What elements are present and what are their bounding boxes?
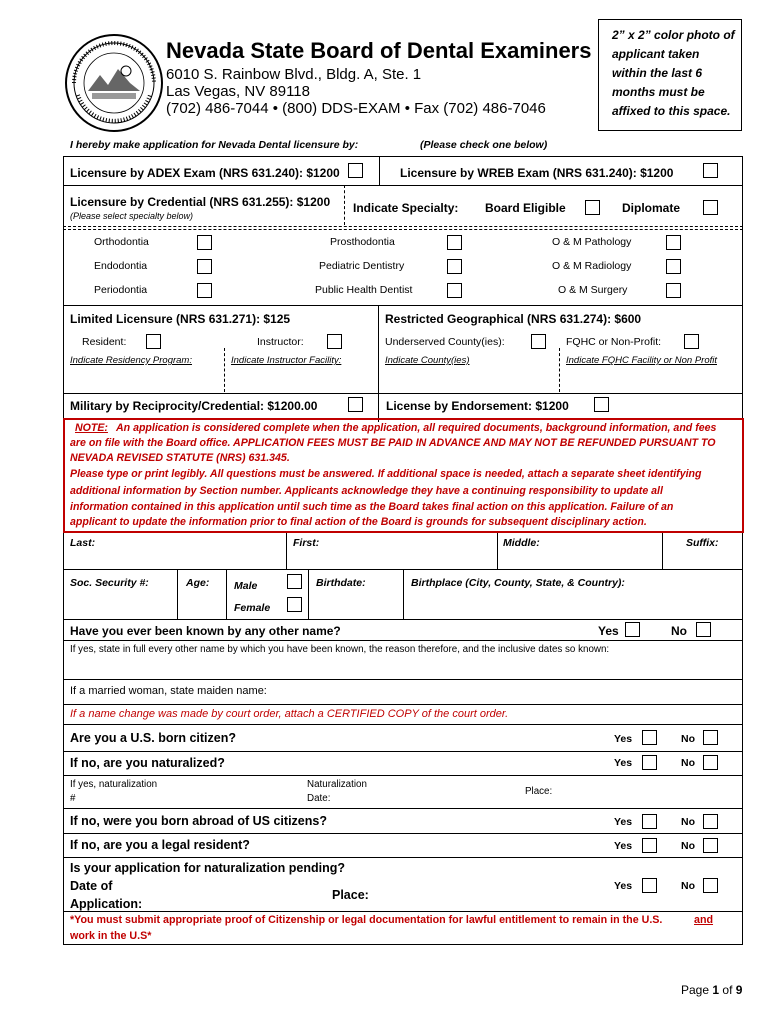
naturalization-date-label: Naturalization [307,779,367,790]
specialty-om-radiology: O & M Radiology [552,260,632,272]
credential-label: Licensure by Credential (NRS 631.255): $1200 [70,195,331,209]
naturalized-question: If no, are you naturalized? [70,756,225,770]
resident-checkbox[interactable] [146,334,161,349]
court-order-note: If a name change was made by court order, attach a CERTIFIED COPY of the court order. [70,708,509,720]
periodontia-checkbox[interactable] [197,283,212,298]
instructor-label: Instructor: [257,336,304,348]
check-one-text: (Please check one below) [420,139,548,151]
specialty-om-surgery: O & M Surgery [558,284,628,296]
public-health-checkbox[interactable] [447,283,462,298]
specialty-public-health: Public Health Dentist [315,284,413,296]
note-line: applicant to update the information prior to final action of the Board is grounds for subsequent disciplinary action. [70,516,647,528]
om-surgery-checkbox[interactable] [666,283,681,298]
pending-place-field[interactable]: Place: [332,888,369,902]
pending-yes-label: Yes [614,880,633,892]
age-field[interactable]: Age: [186,577,210,589]
page-current: 1 [712,983,720,997]
proof-note-and: and [694,914,714,926]
adex-label: Licensure by ADEX Exam (NRS 631.240): $1200 [70,166,340,180]
suffix-field[interactable]: Suffix: [686,537,719,549]
prosthodontia-checkbox[interactable] [447,235,462,250]
board-eligible-label: Board Eligible [485,201,566,215]
note-line: Please type or print legibly. All questions must be answered. If additional space is needed, attach a separate sheet identifying [70,468,702,480]
last-name-field[interactable]: Last: [70,537,96,549]
first-name-field[interactable]: First: [293,537,320,549]
underserved-checkbox[interactable] [531,334,546,349]
specialty-prosthodontia: Prosthodontia [330,236,395,248]
pediatric-checkbox[interactable] [447,259,462,274]
endodontia-checkbox[interactable] [197,259,212,274]
om-radiology-checkbox[interactable] [666,259,681,274]
limited-title: Limited Licensure (NRS 631.271): $125 [70,312,291,326]
proof-note-line1: *You must submit appropriate proof of Citizenship or legal documentation for lawful entitlement to remain in the U.S. [70,914,663,926]
specialty-om-pathology: O & M Pathology [552,236,632,248]
instructor-checkbox[interactable] [327,334,342,349]
middle-name-field[interactable]: Middle: [503,537,540,549]
fqhc-label: FQHC or Non-Profit: [566,336,662,348]
ssn-field[interactable]: Soc. Security #: [70,577,149,589]
female-checkbox[interactable] [287,597,302,612]
om-pathology-checkbox[interactable] [666,235,681,250]
photo-box-line: 2” x 2” color photo of [612,28,735,42]
naturalization-number-hash[interactable]: # [70,793,76,804]
other-name-no-label: No [671,624,687,638]
board-phones: (702) 486-7044 • (800) DDS-EXAM • Fax (702) 486-7046 [166,100,546,117]
birthdate-field[interactable]: Birthdate: [316,577,366,589]
photo-box-line: affixed to this space. [612,104,731,118]
resident-label: Resident: [82,336,127,348]
indicate-county-label: Indicate County(ies) [385,355,470,366]
board-eligible-checkbox[interactable] [585,200,600,215]
photo-box-line: within the last 6 [612,66,703,80]
legal-resident-yes-label: Yes [614,840,633,852]
page-total: 9 [735,983,743,997]
born-abroad-yes-label: Yes [614,816,633,828]
note-line: information contained in this application until such time as the Board takes final action on this application. Failure of an [70,501,674,513]
other-name-yes-label: Yes [598,624,619,638]
naturalization-date-field[interactable]: Date: [307,793,331,804]
photo-box-line: months must be [612,85,705,99]
born-abroad-no-label: No [681,816,695,828]
naturalized-yes-checkbox[interactable] [642,755,657,770]
note-line: NEVADA REVISED STATUTE (NRS) 631.345. [70,452,290,464]
pending-question: Is your application for naturalization pending? [70,861,346,875]
residency-program-label: Indicate Residency Program: [70,355,192,366]
page-of: of [722,983,733,997]
note-line: An application is considered complete when the application, all required documents, background information, and fees [116,422,717,434]
specialty-periodontia: Periodontia [94,284,148,296]
diplomate-label: Diplomate [622,201,681,215]
us-born-yes-label: Yes [614,733,633,745]
female-label: Female [234,602,271,614]
other-name-instruction[interactable]: If yes, state in full every other name by which you have been known, the reason therefore, and the inclusive dates so known: [70,644,610,655]
page-number [681,983,742,997]
maiden-name-field[interactable]: If a married woman, state maiden name: [70,685,267,697]
naturalization-place-field[interactable]: Place: [525,786,553,797]
photo-box[interactable] [598,19,742,131]
naturalized-yes-label: Yes [614,757,633,769]
board-title: Nevada State Board of Dental Examiners [166,38,592,63]
note-line: additional information by Section number. Applicants acknowledge they have a continuing responsibility to update all [70,485,663,497]
proof-note-line2: work in the U.S* [70,930,152,942]
military-label: Military by Reciprocity/Credential: $1200.00 [70,399,318,413]
us-born-no-label: No [681,733,695,745]
underserved-label: Underserved County(ies): [385,336,505,348]
indicate-fqhc-label: Indicate FQHC Facility or Non Profit [566,355,717,366]
male-label: Male [234,580,258,592]
other-name-no-checkbox[interactable] [696,622,711,637]
pending-no-label: No [681,880,695,892]
other-name-yes-checkbox[interactable] [625,622,640,637]
naturalized-no-checkbox[interactable] [703,755,718,770]
specialty-endodontia: Endodontia [94,260,148,272]
orthodontia-checkbox[interactable] [197,235,212,250]
naturalization-number-label: If yes, naturalization [70,779,158,790]
indicate-specialty-label: Indicate Specialty: [353,201,459,215]
legal-resident-no-label: No [681,840,695,852]
wreb-label: Licensure by WREB Exam (NRS 631.240): $1200 [400,166,674,180]
diplomate-checkbox[interactable] [703,200,718,215]
state-seal [64,33,164,133]
page-prefix: Page [681,983,710,997]
fqhc-checkbox[interactable] [684,334,699,349]
photo-box-line: applicant taken [612,47,700,61]
born-abroad-yes-checkbox[interactable] [642,814,657,829]
legal-resident-yes-checkbox[interactable] [642,838,657,853]
specialty-pediatric: Pediatric Dentistry [319,260,405,272]
born-abroad-no-checkbox[interactable] [703,814,718,829]
select-specialty-note: (Please select specialty below) [70,211,194,221]
us-born-no-checkbox[interactable] [703,730,718,745]
legal-resident-no-checkbox[interactable] [703,838,718,853]
legal-resident-question: If no, are you a legal resident? [70,838,250,852]
restricted-title: Restricted Geographical (NRS 631.274): $600 [385,312,642,326]
instructor-facility-label: Indicate Instructor Facility: [231,355,342,366]
note-line: are on file with the Board office. APPLICATION FEES MUST BE PAID IN ADVANCE AND MAY NOT BE REFUNDED PURSUANT TO [70,437,716,449]
wreb-checkbox[interactable] [703,163,718,178]
date-of-label: Date of [70,879,113,893]
birthplace-field[interactable]: Birthplace (City, County, State, & Country): [411,577,625,589]
board-address-line2: Las Vegas, NV 89118 [166,83,310,100]
us-born-question: Are you a U.S. born citizen? [70,731,236,745]
pending-yes-checkbox[interactable] [642,878,657,893]
application-date-field[interactable]: Application: [70,897,143,911]
endorsement-label: License by Endorsement: $1200 [386,399,569,413]
endorsement-checkbox[interactable] [594,397,609,412]
board-address-line1: 6010 S. Rainbow Blvd., Bldg. A, Ste. 1 [166,66,422,83]
adex-checkbox[interactable] [348,163,363,178]
born-abroad-question: If no, were you born abroad of US citizens? [70,814,327,828]
pending-no-checkbox[interactable] [703,878,718,893]
apply-text: I hereby make application for Nevada Dental licensure by: [70,139,359,151]
note-label: NOTE: [75,422,108,434]
naturalized-no-label: No [681,757,695,769]
us-born-yes-checkbox[interactable] [642,730,657,745]
specialty-orthodontia: Orthodontia [94,236,149,248]
other-name-question: Have you ever been known by any other name? [70,624,341,638]
male-checkbox[interactable] [287,574,302,589]
military-checkbox[interactable] [348,397,363,412]
